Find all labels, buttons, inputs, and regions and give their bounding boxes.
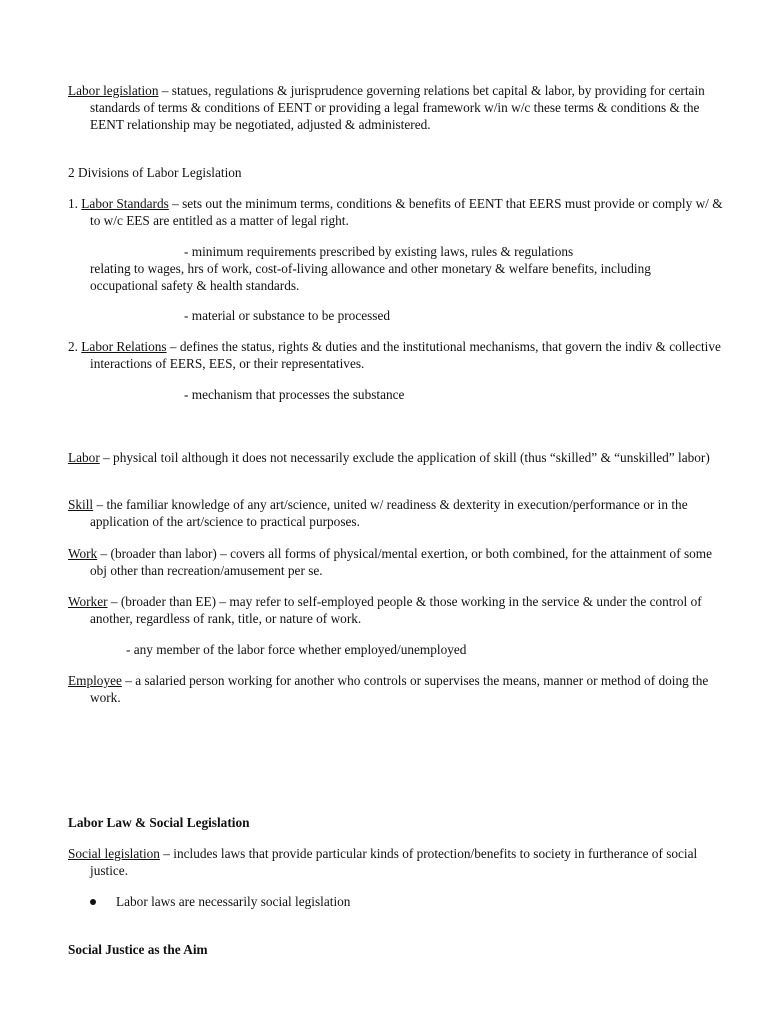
division-labor-relations (68, 338, 726, 372)
labor-standards-substance: - material or substance to be processed (184, 308, 391, 323)
definition-work (68, 545, 726, 579)
labor-relations-note: - mechanism that processes the substance (184, 387, 405, 402)
definition-text: – (broader than EE) – may refer to self-employed people & those working in the service & under the control of another, regardless of rank, title, or nature of work. (90, 594, 702, 626)
bullet-item (90, 893, 350, 910)
definition-text: – the familiar knowledge of any art/science, united w/ readiness & dexterity in execution/performance or in the application of the art/science to practical purposes. (90, 497, 688, 529)
bullet-dot-icon (90, 899, 96, 905)
term-labor-legislation: Labor legislation (68, 83, 159, 98)
definition-worker (68, 593, 726, 627)
definition-text: – statues, regulations & jurisprudence governing relations bet capital & labor, by providing for certain standards of terms & conditions of EENT or providing a legal framework w/in w/c these terms & conditions & the EENT relationship may be negotiated, adjusted & administered. (90, 83, 705, 132)
definition-social-legislation (68, 845, 726, 879)
list-number: 1. (68, 196, 82, 211)
definition-labor-legislation (68, 82, 726, 133)
section-heading-labor-law: Labor Law & Social Legislation (68, 815, 250, 830)
term-labor-relations: Labor Relations (81, 339, 167, 354)
definition-employee (68, 672, 726, 706)
term-worker: Worker (68, 594, 108, 609)
list-number: 2. (68, 339, 82, 354)
division-labor-standards (68, 195, 726, 229)
definition-text: – sets out the minimum terms, conditions & benefits of EENT that EERS must provide or comply w/ & to w/c EES are entitled as a matter of legal right. (90, 196, 723, 228)
term-social-legislation: Social legislation (68, 846, 160, 861)
definition-text: – (broader than labor) – covers all forms of physical/mental exertion, or both combined, for the attainment of some obj other than recreation/amusement per se. (90, 546, 713, 578)
definition-labor (68, 449, 726, 466)
definition-text: – a salaried person working for another who controls or supervises the means, manner or method of doing the work. (90, 673, 709, 705)
section-heading-social-justice: Social Justice as the Aim (68, 942, 208, 957)
definition-text: – physical toil although it does not necessarily exclude the application of skill (thus “skilled” & “unskilled” labor) (99, 450, 710, 465)
definition-text: – includes laws that provide particular kinds of protection/benefits to society in furtherance of social justice. (90, 846, 698, 878)
term-labor-standards: Labor Standards (81, 196, 169, 211)
bullet-text: Labor laws are necessarily social legislation (116, 894, 351, 909)
definition-skill (68, 496, 726, 530)
labor-standards-note-rest: relating to wages, hrs of work, cost-of-living allowance and other monetary & welfare benefits, including occupational safety & health standards. (90, 261, 651, 293)
term-work: Work (68, 546, 98, 561)
labor-standards-note-first: - minimum requirements prescribed by existing laws, rules & regulations (184, 244, 574, 259)
term-skill: Skill (68, 497, 94, 512)
divisions-heading: 2 Divisions of Labor Legislation (68, 165, 242, 180)
term-employee: Employee (68, 673, 122, 688)
definition-text: – defines the status, rights & duties and the institutional mechanisms, that govern the indiv & collective interactions of EERS, EES, or their representatives. (90, 339, 721, 371)
worker-note: - any member of the labor force whether employed/unemployed (126, 642, 467, 657)
term-labor: Labor (68, 450, 100, 465)
